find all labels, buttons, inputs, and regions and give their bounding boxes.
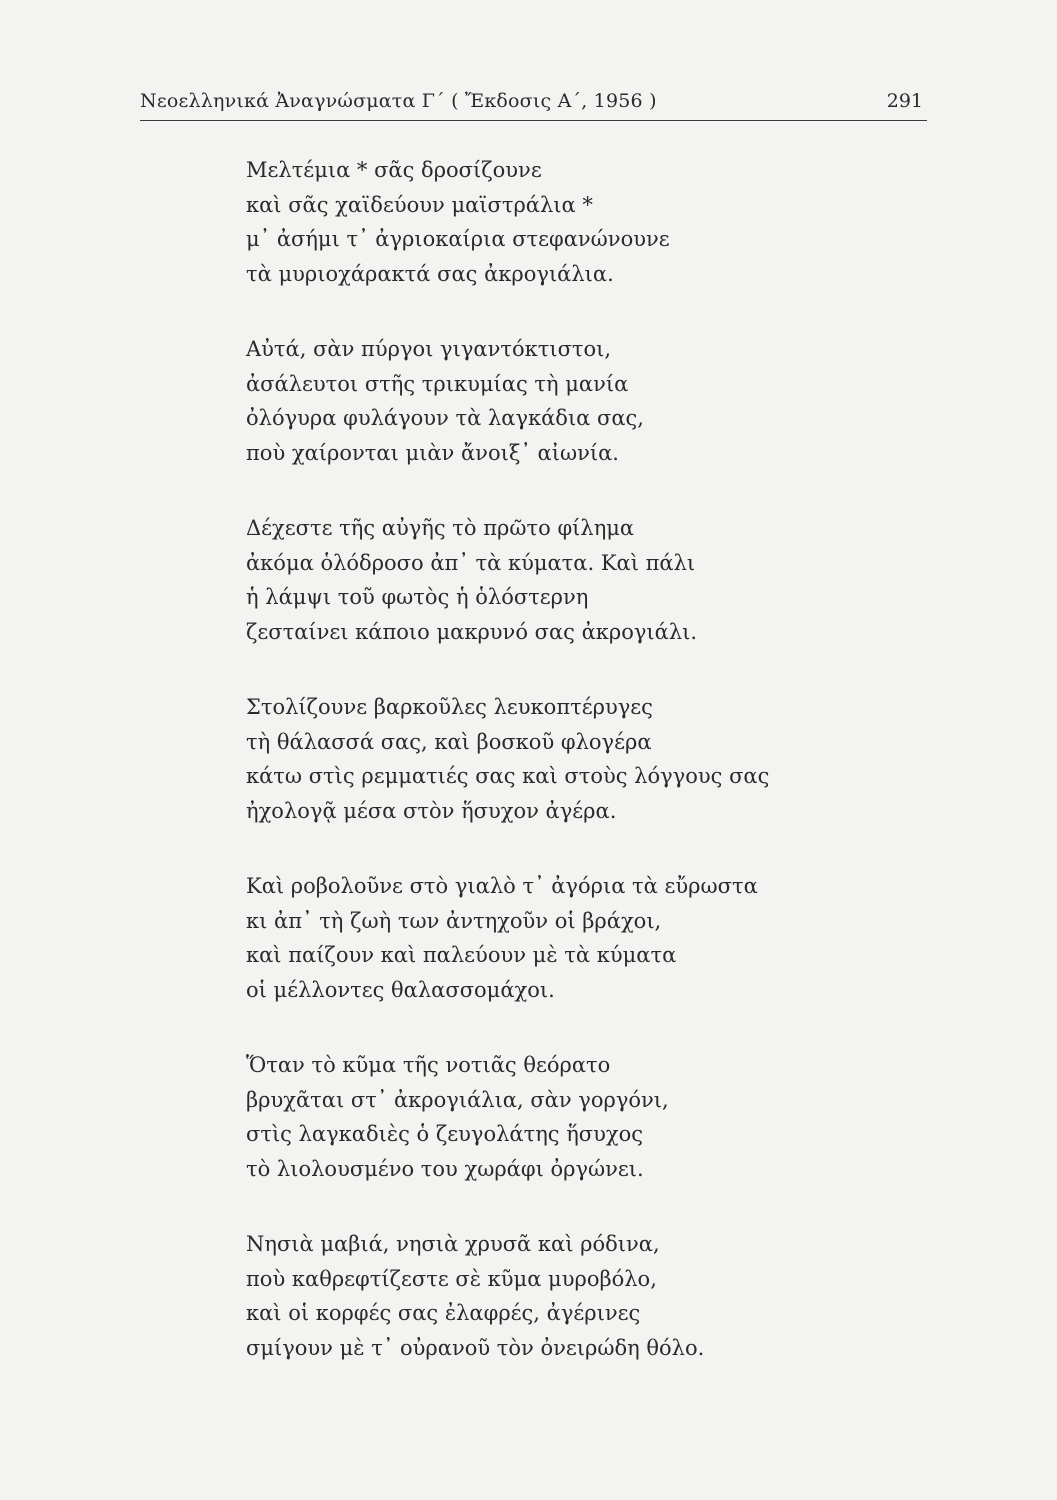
stanza-4 — [246, 690, 886, 828]
page-header — [140, 88, 927, 121]
poem-line: στὶς λαγκαδιὲς ὁ ζευγολάτης ἥσυχος — [246, 1122, 644, 1146]
poem-line: σμίγουν μὲ τ᾽ οὐρανοῦ τὸν ὀνειρώδη θόλο. — [246, 1335, 705, 1360]
poem-line: ὀλόγυρα φυλάγουν τὰ λαγκάδια σας, — [246, 406, 644, 430]
page-number: 291 — [886, 90, 923, 112]
poem-line: Μελτέμια * σᾶς δροσίζουνε — [246, 158, 542, 182]
poem-line: καὶ οἱ κορφές σας ἐλαφρές, ἀγέρινες — [246, 1301, 641, 1325]
poem-line: καὶ παίζουν καὶ παλεύουν μὲ τὰ κύματα — [246, 943, 677, 967]
poem-line: ἀκόμα ὁλόδροσο ἀπ᾽ τὰ κύματα. Καὶ πάλι — [246, 550, 696, 575]
poem-line: οἱ μέλλοντες θαλασσομάχοι. — [246, 977, 555, 1002]
stanza-2 — [246, 332, 886, 470]
poem-line: κι ἀπ᾽ τὴ ζωὴ των ἀντηχοῦν οἱ βράχοι, — [246, 908, 662, 933]
poem-line: Ὅταν τὸ κῦμα τῆς νοτιᾶς θεόρατο — [246, 1053, 611, 1077]
poem-line: Νησιὰ μαβιά, νησιὰ χρυσᾶ καὶ ρόδινα, — [246, 1232, 660, 1256]
running-head: Νεοελληνικά Ἀναγνώσματα Γ´ ( Ἔκδοσις Α´, 1956 ) — [140, 90, 657, 112]
poem-line: Καὶ ροβολοῦνε στὸ γιαλὸ τ᾽ ἀγόρια τὰ εὔρωστα — [246, 874, 758, 898]
poem-line: ποὺ χαίρονται μιὰν ἄνοιξ᾽ αἰωνία. — [246, 440, 619, 465]
poem-line: Αὐτά, σὰν πύργοι γιγαντόκτιστοι, — [246, 337, 612, 361]
poem-line: τὸ λιολουσμένο του χωράφι ὀργώνει. — [246, 1156, 644, 1181]
poem-line: Δέχεστε τῆς αὐγῆς τὸ πρῶτο φίλημα — [246, 516, 635, 540]
poem-line: ἡ λάμψι τοῦ φωτὸς ἡ ὁλόστερνη — [246, 585, 589, 609]
poem-line: κάτω στὶς ρεμματιές σας καὶ στοὺς λόγγους σας — [246, 764, 770, 788]
poem — [246, 153, 886, 1406]
poem-line: καὶ σᾶς χαϊδεύουν μαϊστράλια * — [246, 192, 593, 217]
stanza-6 — [246, 1048, 886, 1186]
poem-line: ἠχολογᾷ μέσα στὸν ἥσυχον ἀγέρα. — [246, 798, 617, 823]
stanza-7 — [246, 1227, 886, 1365]
poem-line: τὴ θάλασσά σας, καὶ βοσκοῦ φλογέρα — [246, 729, 652, 754]
poem-line: ζεσταίνει κάποιο μακρυνό σας ἀκρογιάλι. — [246, 619, 698, 644]
poem-line: ποὺ καθρεφτίζεστε σὲ κῦμα μυροβόλο, — [246, 1266, 657, 1291]
poem-line: Στολίζουνε βαρκοῦλες λευκοπτέρυγες — [246, 695, 653, 719]
stanza-5 — [246, 869, 886, 1007]
poem-line: ἀσάλευτοι στῆς τρικυμίας τὴ μανία — [246, 371, 629, 396]
stanza-1 — [246, 153, 886, 291]
poem-line: βρυχᾶται στ᾽ ἀκρογιάλια, σὰν γοργόνι, — [246, 1087, 669, 1112]
poem-line: τὰ μυριοχάρακτά σας ἀκρογιάλια. — [246, 261, 614, 286]
poem-line: μ᾽ ἀσήμι τ᾽ ἀγριοκαίρια στεφανώνουνε — [246, 227, 670, 251]
stanza-3 — [246, 511, 886, 649]
